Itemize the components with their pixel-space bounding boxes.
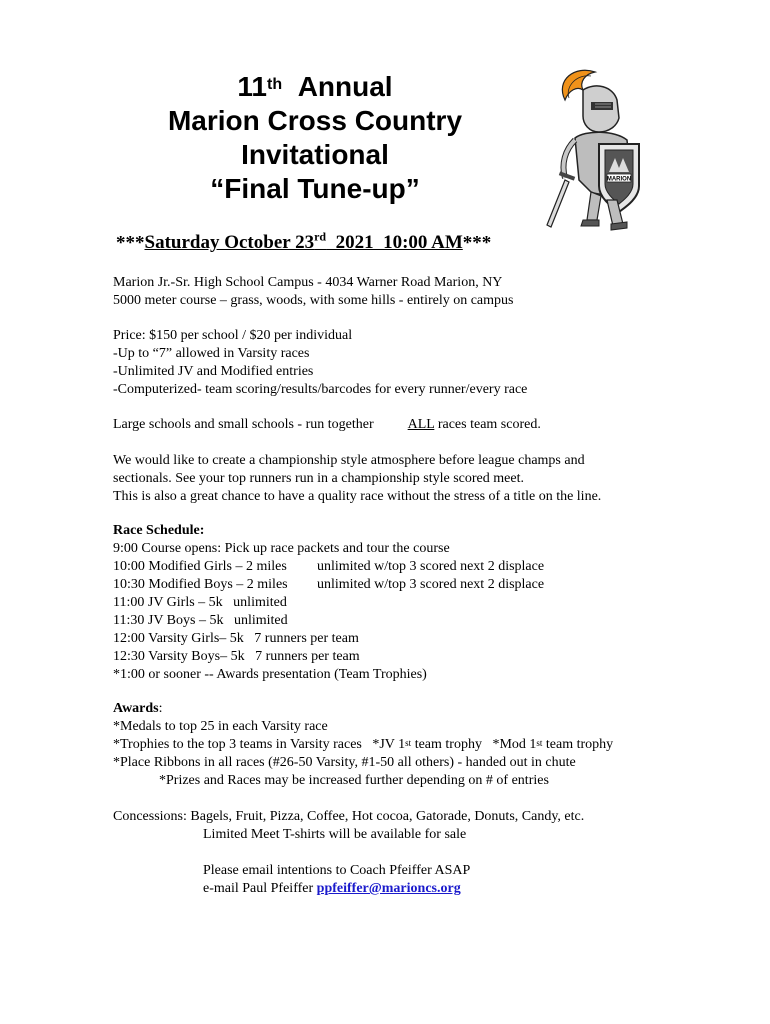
contact-request: Please email intentions to Coach Pfeiffer ASAP [203, 863, 471, 878]
logo-shield-text: MARION [606, 176, 632, 183]
price-block [113, 327, 527, 399]
varsity-limit: -Up to “7” allowed in Varsity races [113, 346, 310, 361]
schedule-row [113, 612, 544, 630]
title-annual: Annual [297, 71, 393, 102]
knight-mascot-logo [535, 60, 655, 238]
together-line [113, 416, 541, 434]
schedule-row [113, 648, 544, 666]
title-line-2: Marion Cross Country [167, 105, 463, 136]
awards-sup-1: st [405, 738, 412, 748]
schedule-row [113, 576, 544, 594]
awards-sup-2: st [536, 738, 543, 748]
date-stars-left: *** [116, 232, 145, 254]
awards-prizes-note: *Prizes and Races may be increased further depending on # of entries [159, 773, 549, 788]
event-title [110, 70, 520, 206]
contact-block [203, 862, 470, 898]
schedule-heading: Race Schedule: [113, 523, 205, 538]
intro-line-3: This is also a great chance to have a quality race without the stress of a title on the line. [113, 489, 602, 504]
awards-medals: *Medals to top 25 in each Varsity race [113, 719, 328, 734]
schedule-row [113, 630, 544, 648]
title-line-1 [110, 70, 520, 104]
awards-trophies [113, 736, 613, 754]
intro-paragraph [113, 452, 601, 506]
title-edition-suffix: th [267, 76, 283, 93]
schedule-event: 12:30 Varsity Boys– 5k 7 runners per team [113, 649, 360, 664]
title-line-4: “Final Tune-up” [210, 173, 420, 204]
schedule-row [113, 558, 544, 576]
date-underlined [145, 232, 463, 253]
date-year-time: 2021 10:00 AM [326, 232, 463, 254]
schedule-event: 10:00 Modified Girls – 2 miles [113, 559, 287, 574]
jv-modified-entries: -Unlimited JV and Modified entries [113, 364, 314, 379]
schedule-event: 9:00 Course opens: Pick up race packets and tour the course [113, 541, 450, 556]
scoring-info: -Computerized- team scoring/results/barcodes for every runner/every race [113, 382, 528, 397]
awards-trophies-part-c: team trophy [542, 737, 614, 752]
schedule-note: unlimited w/top 3 scored next 2 displace [317, 559, 545, 574]
price-line: Price: $150 per school / $20 per individual [113, 328, 353, 343]
contact-email-link[interactable]: ppfeiffer@marioncs.org [316, 881, 461, 896]
schools-together: Large schools and small schools - run together [113, 417, 374, 432]
awards-ribbons: *Place Ribbons in all races (#26-50 Varsity, #1-50 all others) - handed out in chute [113, 755, 576, 770]
date-day-suffix: rd [314, 230, 327, 244]
schedule-event: *1:00 or sooner -- Awards presentation (Team Trophies) [113, 667, 427, 682]
date-day: Saturday October 23 [144, 232, 315, 254]
schedule-row [113, 666, 544, 684]
awards-block [113, 700, 613, 790]
intro-line-1: We would like to create a championship style atmosphere before league champs and [113, 453, 585, 468]
race-schedule [113, 522, 544, 684]
awards-trophies-part-b: team trophy *Mod 1 [411, 737, 537, 752]
concessions-list: Concessions: Bagels, Fruit, Pizza, Coffee, Hot cocoa, Gatorade, Donuts, Candy, etc. [113, 809, 585, 824]
schedule-event: 11:00 JV Girls – 5k unlimited [113, 595, 287, 610]
course-description: 5000 meter course – grass, woods, with some hills - entirely on campus [113, 293, 514, 308]
schedule-row [113, 540, 544, 558]
awards-heading: Awards [113, 701, 159, 716]
awards-colon: : [158, 701, 163, 716]
location-block [113, 274, 513, 310]
schedule-note: unlimited w/top 3 scored next 2 displace [317, 577, 545, 592]
date-stars-right: *** [462, 232, 492, 254]
intro-line-2: sectionals. See your top runners run in a championship style scored meet. [113, 471, 524, 486]
event-date [116, 230, 491, 254]
awards-trophies-part-a: *Trophies to the top 3 teams in Varsity races *JV 1 [113, 737, 406, 752]
all-underlined: ALL [407, 417, 435, 432]
title-line-3: Invitational [241, 139, 389, 170]
tshirts-note: Limited Meet T-shirts will be available for sale [203, 827, 467, 842]
team-scored: races team scored. [434, 417, 541, 432]
schedule-row [113, 594, 544, 612]
contact-prefix: e-mail Paul Pfeiffer [203, 881, 317, 896]
location-address: Marion Jr.-Sr. High School Campus - 4034 Warner Road Marion, NY [113, 275, 503, 290]
concessions-block [113, 808, 584, 844]
title-edition-number: 11 [237, 71, 268, 102]
schedule-event: 11:30 JV Boys – 5k unlimited [113, 613, 288, 628]
schedule-event: 10:30 Modified Boys – 2 miles [113, 577, 288, 592]
schedule-event: 12:00 Varsity Girls– 5k 7 runners per team [113, 631, 359, 646]
